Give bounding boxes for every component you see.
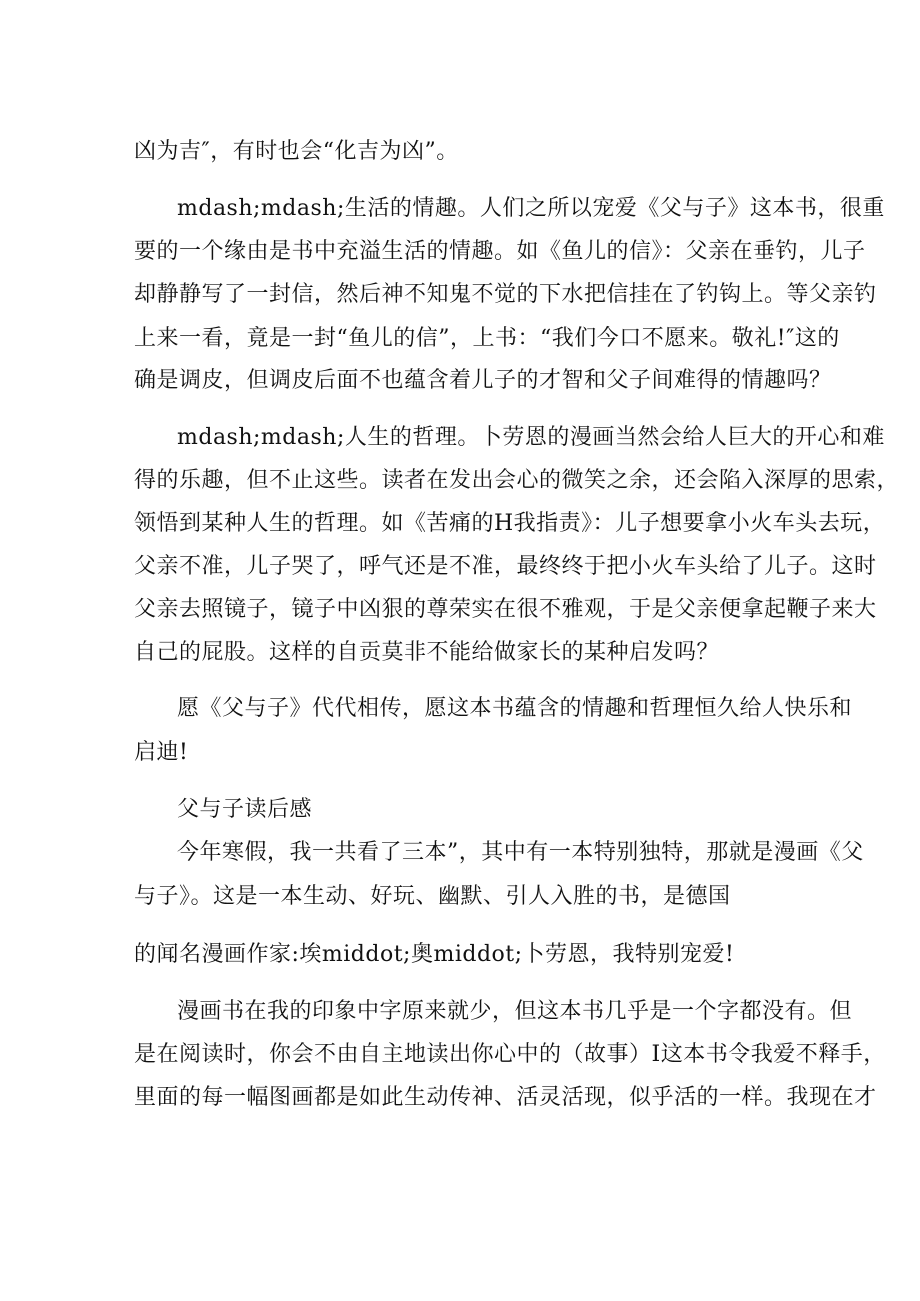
text-line: 的闻名漫画作家:埃middot;奥middot;卜劳恩，我特别宠爱! [134, 942, 735, 967]
text-line: 要的一个缘由是书中充溢生活的情趣。如《鱼儿的信》：父亲在垂钓，儿子 [134, 239, 866, 264]
text-line: mdash;mdash;人生的哲理。卜劳恩的漫画当然会给人巨大的开心和难 [177, 425, 885, 450]
text-line: 凶为吉″，有时也会“化吉为凶”。 [134, 139, 459, 164]
text-line: 里面的每一幅图画都是如此生动传神、活灵活现，似乎活的一样。我现在才 [134, 1085, 877, 1110]
text-line: 自己的屁股。这样的自贡莫非不能给做家长的某种启发吗？ [134, 640, 720, 665]
text-line: 领悟到某种人生的哲理。如《苦痛的H我指责》：儿子想要拿小火车头去玩， [134, 511, 886, 536]
text-line: 却静静写了一封信，然后神不知鬼不觉的下水把信挂在了钓钩上。等父亲钓 [134, 282, 877, 307]
text-line: 启迪! [134, 740, 189, 765]
text-line: 父亲不准，儿子哭了，呼气还是不准，最终终于把小火车头给了儿子。这时 [134, 554, 877, 579]
text-line: 父亲去照镜子，镜子中凶狠的尊荣实在很不雅观，于是父亲便拿起鞭子来大 [134, 597, 877, 622]
text-line: 与子》。这是一本生动、好玩、幽默、引人入胜的书，是德国 [134, 884, 731, 909]
text-line: 漫画书在我的印象中字原来就少，但这本书几乎是一个字都没有。但 [177, 999, 853, 1024]
text-line: 是在阅读时，你会不由自主地读出你心中的（故事）I这本书令我爱不释手， [134, 1042, 886, 1067]
section-heading: 父与子读后感 [177, 797, 313, 822]
text-line: mdash;mdash;生活的情趣。人们之所以宠爱《父与子》这本书，很重 [177, 196, 885, 221]
text-line: 确是调皮，但调皮后面不也蕴含着儿子的才智和父子间难得的情趣吗？ [134, 368, 832, 393]
text-line: 今年寒假，我一共看了三本”，其中有一本特别独特，那就是漫画《父 [177, 840, 864, 865]
text-line: 愿《父与子》代代相传，愿这本书蕴含的情趣和哲理恒久给人快乐和 [177, 696, 853, 721]
text-line: 得的乐趣，但不止这些。读者在发出会心的微笑之余，还会陷入深厚的思索， [134, 468, 900, 493]
text-line: 上来一看，竟是一封“鱼儿的信”，上书：“我们今口不愿来。敬礼!″这的 [134, 326, 840, 351]
